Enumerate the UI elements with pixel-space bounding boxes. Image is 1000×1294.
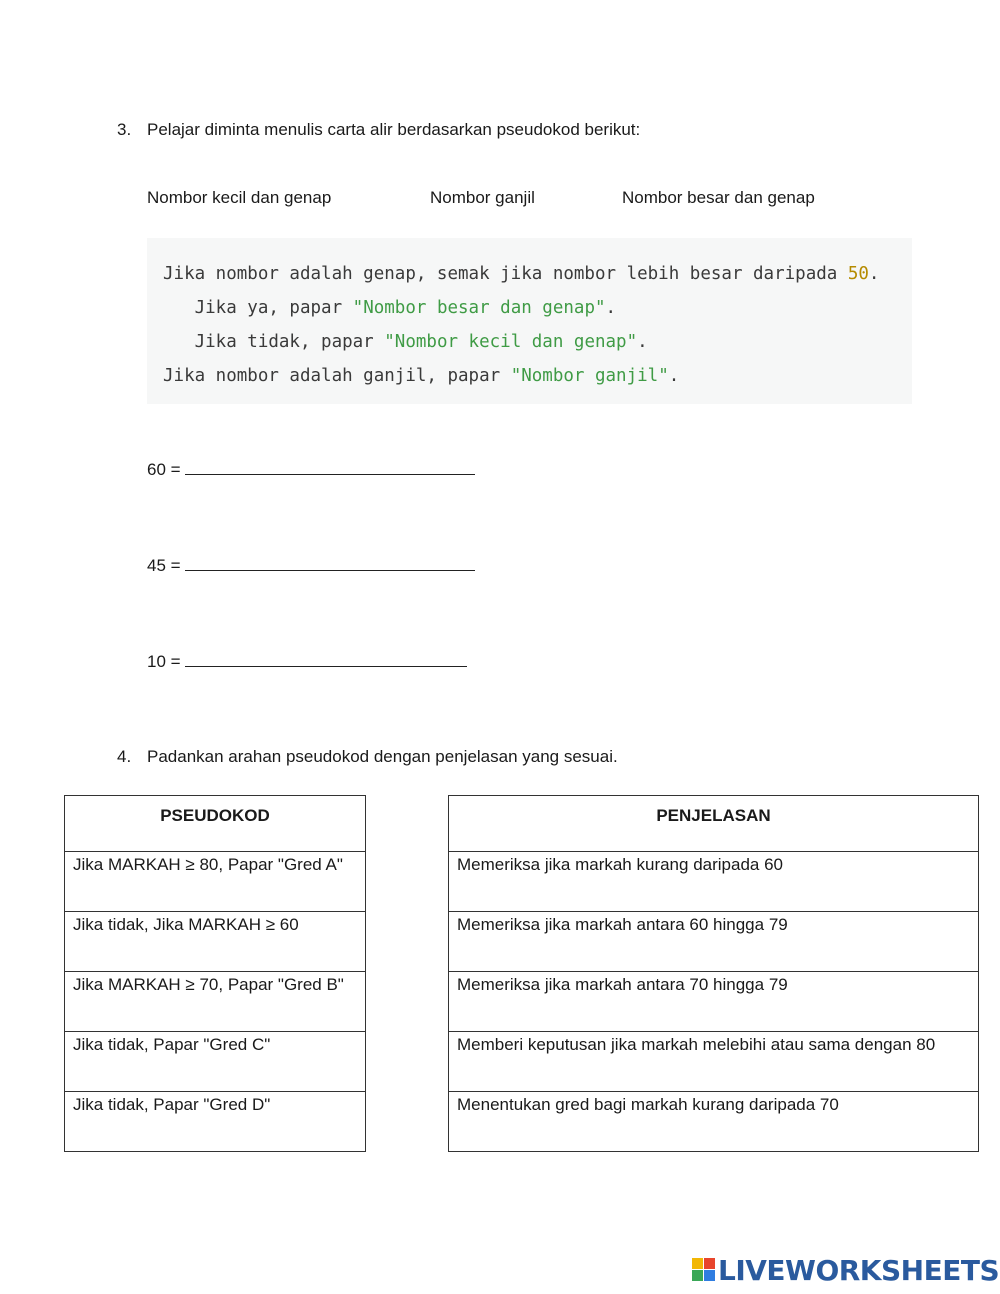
answer-label-60: 60 =	[147, 460, 181, 479]
question-3-number: 3.	[117, 120, 132, 139]
answer-blank-60[interactable]	[185, 473, 475, 475]
penjelasan-item[interactable]: Memeriksa jika markah antara 60 hingga 79	[449, 912, 979, 972]
question-3-text: Pelajar diminta menulis carta alir berdasarkan pseudokod berikut:	[147, 120, 641, 139]
logo-square-icon	[704, 1270, 715, 1281]
option-nombor-ganjil[interactable]: Nombor ganjil	[430, 188, 535, 207]
penjelasan-header: PENJELASAN	[449, 796, 979, 852]
liveworksheets-brand: LIVEWORKSHEETS	[718, 1253, 1000, 1287]
penjelasan-item[interactable]: Memeriksa jika markah antara 70 hingga 79	[449, 972, 979, 1032]
code-line-1: Jika nombor adalah genap, semak jika nombor lebih besar daripada 50.	[163, 264, 880, 284]
penjelasan-table	[448, 795, 979, 1152]
liveworksheets-mark-icon	[692, 1258, 716, 1282]
code-line-2: Jika ya, papar "Nombor besar dan genap".	[163, 298, 617, 318]
pseudokod-header: PSEUDOKOD	[65, 796, 366, 852]
pseudocode-block	[147, 238, 912, 404]
logo-square-icon	[692, 1258, 703, 1269]
option-nombor-kecil-genap[interactable]: Nombor kecil dan genap	[147, 188, 332, 207]
answer-blank-10[interactable]	[185, 665, 467, 667]
question-4-text: Padankan arahan pseudokod dengan penjelasan yang sesuai.	[147, 747, 618, 766]
answer-row-10	[147, 652, 467, 672]
code-line-3: Jika tidak, papar "Nombor kecil dan genap".	[163, 332, 648, 352]
liveworksheets-logo	[692, 1254, 999, 1286]
logo-square-icon	[704, 1258, 715, 1269]
answer-label-10: 10 =	[147, 652, 181, 671]
answer-blank-45[interactable]	[185, 569, 475, 571]
option-nombor-besar-genap[interactable]: Nombor besar dan genap	[622, 188, 815, 207]
penjelasan-item[interactable]: Memeriksa jika markah kurang daripada 60	[449, 852, 979, 912]
question-4-number: 4.	[117, 747, 132, 766]
pseudokod-item[interactable]: Jika MARKAH ≥ 80, Papar "Gred A"	[65, 852, 366, 912]
pseudokod-item[interactable]: Jika tidak, Jika MARKAH ≥ 60	[65, 912, 366, 972]
pseudokod-item[interactable]: Jika tidak, Papar "Gred C"	[65, 1032, 366, 1092]
penjelasan-item[interactable]: Memberi keputusan jika markah melebihi atau sama dengan 80	[449, 1032, 979, 1092]
code-line-4: Jika nombor adalah ganjil, papar "Nombor ganjil".	[163, 366, 680, 386]
answer-row-45	[147, 556, 475, 576]
pseudokod-item[interactable]: Jika MARKAH ≥ 70, Papar "Gred B"	[65, 972, 366, 1032]
pseudokod-item[interactable]: Jika tidak, Papar "Gred D"	[65, 1092, 366, 1152]
penjelasan-item[interactable]: Menentukan gred bagi markah kurang daripada 70	[449, 1092, 979, 1152]
answer-label-45: 45 =	[147, 556, 181, 575]
answer-row-60	[147, 460, 475, 480]
logo-square-icon	[692, 1270, 703, 1281]
pseudokod-table	[64, 795, 366, 1152]
